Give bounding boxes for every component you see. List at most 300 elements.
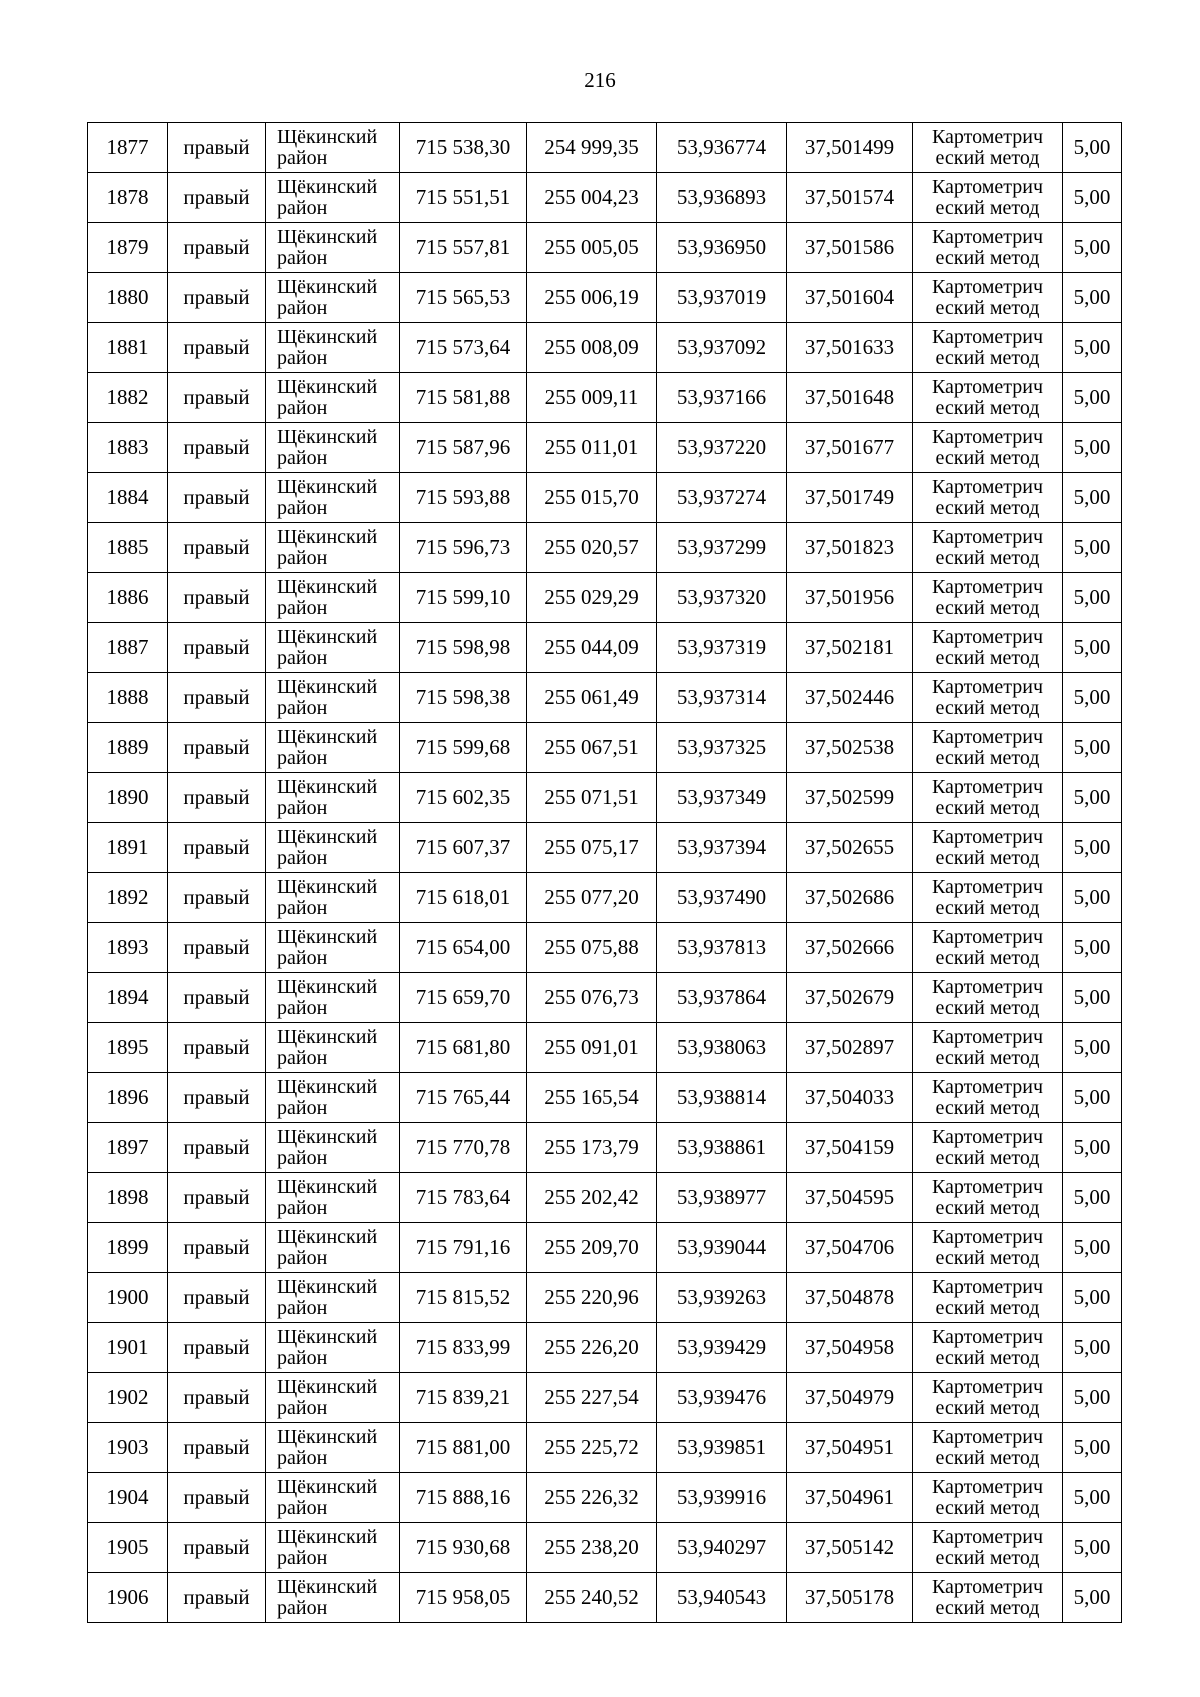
- district-cell-line: Щёкинский: [277, 1575, 378, 1598]
- y-coordinate-cell: 255 020,57: [527, 523, 657, 573]
- table-row: [88, 573, 1122, 623]
- table-row: [88, 423, 1122, 473]
- longitude-cell: 37,502666: [787, 923, 913, 973]
- longitude-cell: 37,502446: [787, 673, 913, 723]
- table-row: [88, 973, 1122, 1023]
- district-cell-line: Щёкинский: [277, 1325, 378, 1348]
- district-cell-line: Щёкинский: [277, 1025, 378, 1048]
- x-coordinate-cell: 715 538,30: [400, 123, 527, 173]
- district-cell-line: Щёкинский: [277, 1375, 378, 1398]
- side-cell: правый: [168, 1323, 266, 1373]
- method-cell-line: еский метод: [935, 446, 1040, 469]
- method-cell-line: еский метод: [935, 646, 1040, 669]
- point-number-cell: 1894: [88, 973, 168, 1023]
- x-coordinate-cell: 715 881,00: [400, 1423, 527, 1473]
- method-cell: [913, 1523, 1063, 1573]
- latitude-cell: 53,938063: [657, 1023, 787, 1073]
- method-cell: [913, 1123, 1063, 1173]
- latitude-cell: 53,939916: [657, 1473, 787, 1523]
- district-cell: [266, 1273, 400, 1323]
- method-cell-line: Картометрич: [931, 1375, 1044, 1398]
- method-cell-line: еский метод: [935, 1546, 1040, 1569]
- longitude-cell: 37,505178: [787, 1573, 913, 1623]
- point-number-cell: 1883: [88, 423, 168, 473]
- method-cell-line: Картометрич: [931, 575, 1044, 598]
- longitude-cell: 37,504979: [787, 1373, 913, 1423]
- table-row: [88, 723, 1122, 773]
- district-cell: [266, 1073, 400, 1123]
- table-row: [88, 523, 1122, 573]
- y-coordinate-cell: 255 173,79: [527, 1123, 657, 1173]
- accuracy-cell: 5,00: [1063, 1273, 1122, 1323]
- district-cell: [266, 623, 400, 673]
- point-number-cell: 1904: [88, 1473, 168, 1523]
- method-cell-line: Картометрич: [931, 125, 1044, 148]
- point-number-cell: 1879: [88, 223, 168, 273]
- district-cell-line: район: [277, 746, 328, 769]
- y-coordinate-cell: 255 225,72: [527, 1423, 657, 1473]
- x-coordinate-cell: 715 930,68: [400, 1523, 527, 1573]
- accuracy-cell: 5,00: [1063, 573, 1122, 623]
- district-cell: [266, 823, 400, 873]
- latitude-cell: 53,937864: [657, 973, 787, 1023]
- side-cell: правый: [168, 873, 266, 923]
- district-cell-line: Щёкинский: [277, 175, 378, 198]
- district-cell-line: Щёкинский: [277, 1425, 378, 1448]
- method-cell-line: Картометрич: [931, 625, 1044, 648]
- latitude-cell: 53,937319: [657, 623, 787, 673]
- accuracy-cell: 5,00: [1063, 923, 1122, 973]
- table-row: [88, 1523, 1122, 1573]
- y-coordinate-cell: 254 999,35: [527, 123, 657, 173]
- side-cell: правый: [168, 573, 266, 623]
- longitude-cell: 37,501499: [787, 123, 913, 173]
- district-cell-line: район: [277, 1046, 328, 1069]
- district-cell-line: Щёкинский: [277, 1275, 378, 1298]
- district-cell: [266, 1423, 400, 1473]
- district-cell-line: район: [277, 146, 328, 169]
- longitude-cell: 37,504878: [787, 1273, 913, 1323]
- table-row: [88, 1123, 1122, 1173]
- district-cell-line: район: [277, 1246, 328, 1269]
- longitude-cell: 37,501956: [787, 573, 913, 623]
- longitude-cell: 37,504951: [787, 1423, 913, 1473]
- accuracy-cell: 5,00: [1063, 373, 1122, 423]
- district-cell-line: Щёкинский: [277, 425, 378, 448]
- district-cell-line: район: [277, 646, 328, 669]
- district-cell-line: район: [277, 1396, 328, 1419]
- longitude-cell: 37,501633: [787, 323, 913, 373]
- longitude-cell: 37,502679: [787, 973, 913, 1023]
- y-coordinate-cell: 255 075,88: [527, 923, 657, 973]
- district-cell: [266, 473, 400, 523]
- latitude-cell: 53,937274: [657, 473, 787, 523]
- x-coordinate-cell: 715 557,81: [400, 223, 527, 273]
- method-cell: [913, 373, 1063, 423]
- district-cell: [266, 673, 400, 723]
- accuracy-cell: 5,00: [1063, 1123, 1122, 1173]
- x-coordinate-cell: 715 791,16: [400, 1223, 527, 1273]
- point-number-cell: 1885: [88, 523, 168, 573]
- district-cell: [266, 1473, 400, 1523]
- method-cell-line: Картометрич: [931, 1275, 1044, 1298]
- district-cell: [266, 973, 400, 1023]
- accuracy-cell: 5,00: [1063, 1373, 1122, 1423]
- district-cell: [266, 873, 400, 923]
- table-row: [88, 923, 1122, 973]
- x-coordinate-cell: 715 598,38: [400, 673, 527, 723]
- method-cell: [913, 123, 1063, 173]
- method-cell-line: Картометрич: [931, 825, 1044, 848]
- table-row: [88, 373, 1122, 423]
- district-cell: [266, 923, 400, 973]
- side-cell: правый: [168, 723, 266, 773]
- district-cell-line: район: [277, 1196, 328, 1219]
- side-cell: правый: [168, 1273, 266, 1323]
- latitude-cell: 53,936774: [657, 123, 787, 173]
- district-cell-line: Щёкинский: [277, 275, 378, 298]
- accuracy-cell: 5,00: [1063, 1573, 1122, 1623]
- district-cell: [266, 423, 400, 473]
- district-cell: [266, 773, 400, 823]
- accuracy-cell: 5,00: [1063, 1523, 1122, 1573]
- y-coordinate-cell: 255 008,09: [527, 323, 657, 373]
- longitude-cell: 37,501586: [787, 223, 913, 273]
- district-cell-line: Щёкинский: [277, 925, 378, 948]
- table-row: [88, 673, 1122, 723]
- district-cell-line: район: [277, 1446, 328, 1469]
- table-row: [88, 623, 1122, 673]
- accuracy-cell: 5,00: [1063, 1023, 1122, 1073]
- x-coordinate-cell: 715 618,01: [400, 873, 527, 923]
- district-cell: [266, 223, 400, 273]
- y-coordinate-cell: 255 076,73: [527, 973, 657, 1023]
- point-number-cell: 1899: [88, 1223, 168, 1273]
- method-cell: [913, 1573, 1063, 1623]
- method-cell-line: Картометрич: [931, 1225, 1044, 1248]
- table-row: [88, 1023, 1122, 1073]
- method-cell-line: еский метод: [935, 1596, 1040, 1619]
- y-coordinate-cell: 255 091,01: [527, 1023, 657, 1073]
- accuracy-cell: 5,00: [1063, 1173, 1122, 1223]
- latitude-cell: 53,939044: [657, 1223, 787, 1273]
- side-cell: правый: [168, 1073, 266, 1123]
- method-cell-line: Картометрич: [931, 425, 1044, 448]
- method-cell: [913, 923, 1063, 973]
- latitude-cell: 53,937092: [657, 323, 787, 373]
- longitude-cell: 37,501604: [787, 273, 913, 323]
- method-cell-line: Картометрич: [931, 1475, 1044, 1498]
- district-cell-line: район: [277, 1096, 328, 1119]
- method-cell-line: еский метод: [935, 596, 1040, 619]
- point-number-cell: 1906: [88, 1573, 168, 1623]
- point-number-cell: 1881: [88, 323, 168, 373]
- method-cell-line: Картометрич: [931, 1025, 1044, 1048]
- table-row: [88, 1173, 1122, 1223]
- district-cell-line: район: [277, 446, 328, 469]
- x-coordinate-cell: 715 815,52: [400, 1273, 527, 1323]
- accuracy-cell: 5,00: [1063, 723, 1122, 773]
- y-coordinate-cell: 255 067,51: [527, 723, 657, 773]
- point-number-cell: 1903: [88, 1423, 168, 1473]
- method-cell-line: еский метод: [935, 1146, 1040, 1169]
- longitude-cell: 37,501749: [787, 473, 913, 523]
- district-cell-line: Щёкинский: [277, 125, 378, 148]
- side-cell: правый: [168, 373, 266, 423]
- latitude-cell: 53,940543: [657, 1573, 787, 1623]
- side-cell: правый: [168, 273, 266, 323]
- latitude-cell: 53,937299: [657, 523, 787, 573]
- method-cell: [913, 573, 1063, 623]
- accuracy-cell: 5,00: [1063, 173, 1122, 223]
- x-coordinate-cell: 715 681,80: [400, 1023, 527, 1073]
- method-cell: [913, 623, 1063, 673]
- district-cell-line: район: [277, 696, 328, 719]
- method-cell-line: Картометрич: [931, 1525, 1044, 1548]
- x-coordinate-cell: 715 770,78: [400, 1123, 527, 1173]
- district-cell-line: район: [277, 946, 328, 969]
- x-coordinate-cell: 715 765,44: [400, 1073, 527, 1123]
- table-row: [88, 1323, 1122, 1373]
- district-cell: [266, 1373, 400, 1423]
- point-number-cell: 1895: [88, 1023, 168, 1073]
- method-cell-line: Картометрич: [931, 775, 1044, 798]
- method-cell: [913, 1423, 1063, 1473]
- accuracy-cell: 5,00: [1063, 1223, 1122, 1273]
- method-cell-line: Картометрич: [931, 925, 1044, 948]
- latitude-cell: 53,939851: [657, 1423, 787, 1473]
- y-coordinate-cell: 255 165,54: [527, 1073, 657, 1123]
- district-cell: [266, 1323, 400, 1373]
- side-cell: правый: [168, 773, 266, 823]
- point-number-cell: 1892: [88, 873, 168, 923]
- method-cell: [913, 1173, 1063, 1223]
- table-row: [88, 1423, 1122, 1473]
- method-cell-line: Картометрич: [931, 175, 1044, 198]
- district-cell-line: Щёкинский: [277, 1075, 378, 1098]
- district-cell: [266, 373, 400, 423]
- table-row: [88, 823, 1122, 873]
- latitude-cell: 53,938977: [657, 1173, 787, 1223]
- district-cell-line: Щёкинский: [277, 475, 378, 498]
- method-cell-line: еский метод: [935, 396, 1040, 419]
- accuracy-cell: 5,00: [1063, 323, 1122, 373]
- longitude-cell: 37,501823: [787, 523, 913, 573]
- district-cell-line: район: [277, 896, 328, 919]
- side-cell: правый: [168, 473, 266, 523]
- district-cell: [266, 573, 400, 623]
- district-cell-line: Щёкинский: [277, 875, 378, 898]
- district-cell-line: район: [277, 196, 328, 219]
- side-cell: правый: [168, 423, 266, 473]
- x-coordinate-cell: 715 598,98: [400, 623, 527, 673]
- latitude-cell: 53,937490: [657, 873, 787, 923]
- x-coordinate-cell: 715 573,64: [400, 323, 527, 373]
- latitude-cell: 53,937813: [657, 923, 787, 973]
- method-cell: [913, 323, 1063, 373]
- method-cell-line: Картометрич: [931, 525, 1044, 548]
- y-coordinate-cell: 255 011,01: [527, 423, 657, 473]
- side-cell: правый: [168, 123, 266, 173]
- district-cell: [266, 723, 400, 773]
- accuracy-cell: 5,00: [1063, 973, 1122, 1023]
- y-coordinate-cell: 255 209,70: [527, 1223, 657, 1273]
- method-cell-line: еский метод: [935, 896, 1040, 919]
- y-coordinate-cell: 255 226,32: [527, 1473, 657, 1523]
- side-cell: правый: [168, 1023, 266, 1073]
- x-coordinate-cell: 715 593,88: [400, 473, 527, 523]
- y-coordinate-cell: 255 029,29: [527, 573, 657, 623]
- district-cell: [266, 1123, 400, 1173]
- x-coordinate-cell: 715 833,99: [400, 1323, 527, 1373]
- accuracy-cell: 5,00: [1063, 473, 1122, 523]
- table-row: [88, 1373, 1122, 1423]
- latitude-cell: 53,936893: [657, 173, 787, 223]
- method-cell: [913, 1273, 1063, 1323]
- district-cell-line: Щёкинский: [277, 725, 378, 748]
- district-cell-line: район: [277, 496, 328, 519]
- side-cell: правый: [168, 1223, 266, 1273]
- x-coordinate-cell: 715 783,64: [400, 1173, 527, 1223]
- method-cell: [913, 1023, 1063, 1073]
- accuracy-cell: 5,00: [1063, 123, 1122, 173]
- longitude-cell: 37,502599: [787, 773, 913, 823]
- y-coordinate-cell: 255 220,96: [527, 1273, 657, 1323]
- district-cell-line: район: [277, 1596, 328, 1619]
- side-cell: правый: [168, 323, 266, 373]
- longitude-cell: 37,502181: [787, 623, 913, 673]
- method-cell: [913, 1473, 1063, 1523]
- district-cell-line: район: [277, 1146, 328, 1169]
- longitude-cell: 37,502686: [787, 873, 913, 923]
- point-number-cell: 1901: [88, 1323, 168, 1373]
- y-coordinate-cell: 255 071,51: [527, 773, 657, 823]
- district-cell-line: Щёкинский: [277, 575, 378, 598]
- side-cell: правый: [168, 1123, 266, 1173]
- longitude-cell: 37,501574: [787, 173, 913, 223]
- point-number-cell: 1884: [88, 473, 168, 523]
- method-cell-line: еский метод: [935, 496, 1040, 519]
- point-number-cell: 1891: [88, 823, 168, 873]
- side-cell: правый: [168, 173, 266, 223]
- table-body: [88, 123, 1122, 1623]
- method-cell-line: еский метод: [935, 1196, 1040, 1219]
- longitude-cell: 37,505142: [787, 1523, 913, 1573]
- point-number-cell: 1888: [88, 673, 168, 723]
- latitude-cell: 53,939429: [657, 1323, 787, 1373]
- district-cell: [266, 1573, 400, 1623]
- district-cell-line: Щёкинский: [277, 1225, 378, 1248]
- accuracy-cell: 5,00: [1063, 1323, 1122, 1373]
- side-cell: правый: [168, 523, 266, 573]
- y-coordinate-cell: 255 009,11: [527, 373, 657, 423]
- point-number-cell: 1886: [88, 573, 168, 623]
- y-coordinate-cell: 255 004,23: [527, 173, 657, 223]
- district-cell-line: район: [277, 346, 328, 369]
- method-cell-line: Картометрич: [931, 475, 1044, 498]
- method-cell-line: Картометрич: [931, 1125, 1044, 1148]
- district-cell-line: район: [277, 396, 328, 419]
- longitude-cell: 37,504958: [787, 1323, 913, 1373]
- y-coordinate-cell: 255 006,19: [527, 273, 657, 323]
- longitude-cell: 37,504595: [787, 1173, 913, 1223]
- district-cell: [266, 1173, 400, 1223]
- point-number-cell: 1893: [88, 923, 168, 973]
- method-cell-line: Картометрич: [931, 875, 1044, 898]
- accuracy-cell: 5,00: [1063, 623, 1122, 673]
- accuracy-cell: 5,00: [1063, 823, 1122, 873]
- coordinates-table: [87, 122, 1122, 1623]
- method-cell-line: Картометрич: [931, 225, 1044, 248]
- x-coordinate-cell: 715 607,37: [400, 823, 527, 873]
- accuracy-cell: 5,00: [1063, 1423, 1122, 1473]
- y-coordinate-cell: 255 238,20: [527, 1523, 657, 1573]
- longitude-cell: 37,501648: [787, 373, 913, 423]
- longitude-cell: 37,502655: [787, 823, 913, 873]
- point-number-cell: 1898: [88, 1173, 168, 1223]
- method-cell-line: еский метод: [935, 146, 1040, 169]
- latitude-cell: 53,940297: [657, 1523, 787, 1573]
- longitude-cell: 37,502538: [787, 723, 913, 773]
- district-cell: [266, 1523, 400, 1573]
- method-cell: [913, 723, 1063, 773]
- side-cell: правый: [168, 923, 266, 973]
- method-cell: [913, 223, 1063, 273]
- district-cell-line: Щёкинский: [277, 625, 378, 648]
- accuracy-cell: 5,00: [1063, 423, 1122, 473]
- accuracy-cell: 5,00: [1063, 1073, 1122, 1123]
- method-cell-line: Картометрич: [931, 725, 1044, 748]
- x-coordinate-cell: 715 565,53: [400, 273, 527, 323]
- side-cell: правый: [168, 823, 266, 873]
- x-coordinate-cell: 715 958,05: [400, 1573, 527, 1623]
- district-cell-line: район: [277, 1546, 328, 1569]
- method-cell: [913, 1073, 1063, 1123]
- method-cell-line: Картометрич: [931, 1325, 1044, 1348]
- table-row: [88, 473, 1122, 523]
- method-cell-line: еский метод: [935, 1496, 1040, 1519]
- latitude-cell: 53,937019: [657, 273, 787, 323]
- y-coordinate-cell: 255 226,20: [527, 1323, 657, 1373]
- accuracy-cell: 5,00: [1063, 773, 1122, 823]
- method-cell-line: еский метод: [935, 1096, 1040, 1119]
- y-coordinate-cell: 255 240,52: [527, 1573, 657, 1623]
- point-number-cell: 1877: [88, 123, 168, 173]
- y-coordinate-cell: 255 075,17: [527, 823, 657, 873]
- method-cell-line: еский метод: [935, 946, 1040, 969]
- table-row: [88, 773, 1122, 823]
- district-cell-line: район: [277, 996, 328, 1019]
- method-cell-line: Картометрич: [931, 1575, 1044, 1598]
- latitude-cell: 53,936950: [657, 223, 787, 273]
- district-cell-line: район: [277, 246, 328, 269]
- table-row: [88, 223, 1122, 273]
- method-cell-line: еский метод: [935, 1246, 1040, 1269]
- method-cell-line: Картометрич: [931, 375, 1044, 398]
- point-number-cell: 1896: [88, 1073, 168, 1123]
- point-number-cell: 1905: [88, 1523, 168, 1573]
- district-cell-line: Щёкинский: [277, 225, 378, 248]
- table-row: [88, 1473, 1122, 1523]
- side-cell: правый: [168, 673, 266, 723]
- method-cell-line: еский метод: [935, 746, 1040, 769]
- method-cell: [913, 673, 1063, 723]
- table-row: [88, 873, 1122, 923]
- table-row: [88, 123, 1122, 173]
- accuracy-cell: 5,00: [1063, 673, 1122, 723]
- point-number-cell: 1900: [88, 1273, 168, 1323]
- method-cell-line: Картометрич: [931, 1175, 1044, 1198]
